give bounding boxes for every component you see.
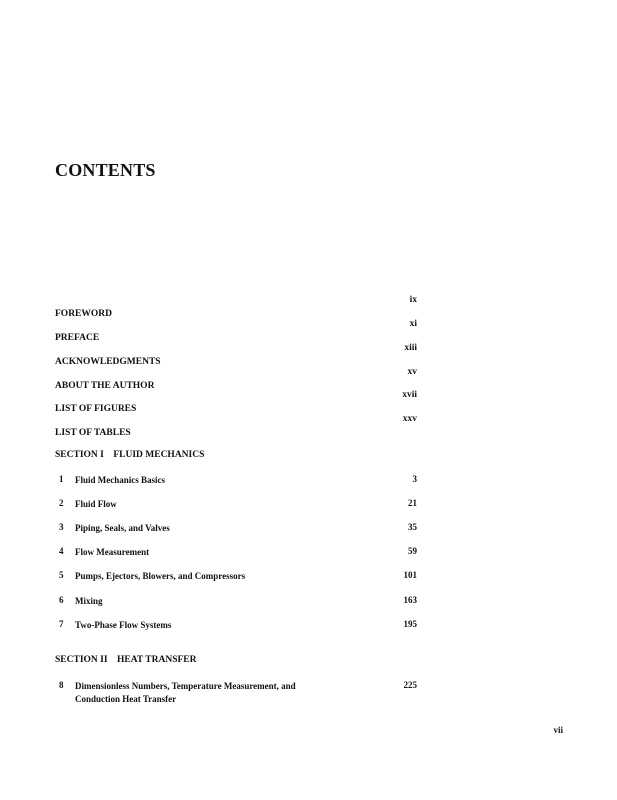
chapter-title: Pumps, Ejectors, Blowers, and Compressors bbox=[75, 571, 246, 581]
toc-entry-foreword[interactable] bbox=[55, 295, 417, 319]
toc-entry-list-of-figures[interactable] bbox=[55, 390, 417, 414]
chapter-number: 8 bbox=[59, 680, 64, 690]
page-number: vii bbox=[553, 725, 563, 735]
chapter-title bbox=[75, 680, 375, 706]
chapter-title: Fluid Mechanics Basics bbox=[75, 475, 166, 485]
chapter-number: 6 bbox=[59, 595, 64, 605]
chapter-number: 7 bbox=[59, 619, 64, 629]
toc-entry-label: ABOUT THE AUTHOR bbox=[55, 381, 155, 391]
chapter-title: Piping, Seals, and Valves bbox=[75, 523, 170, 533]
chapter-page: 225 bbox=[403, 680, 417, 690]
section-heading: SECTION I FLUID MECHANICS bbox=[55, 450, 205, 460]
chapter-title-line-2: Conduction Heat Transfer bbox=[75, 694, 177, 704]
chapter-number: 2 bbox=[59, 498, 64, 508]
chapter-title: Mixing bbox=[75, 596, 103, 606]
toc-entry-label: LIST OF FIGURES bbox=[55, 404, 137, 414]
toc-entry-label: PREFACE bbox=[55, 333, 100, 343]
toc-entry-page: xvii bbox=[402, 390, 417, 400]
toc-entry-page: xxv bbox=[402, 414, 417, 424]
toc-entry-preface[interactable] bbox=[55, 319, 417, 343]
chapter-title: Flow Measurement bbox=[75, 547, 150, 557]
toc-entry-page: xi bbox=[409, 319, 417, 329]
toc-entry-page: ix bbox=[409, 295, 417, 305]
chapter-page: 3 bbox=[412, 474, 417, 484]
chapter-number: 4 bbox=[59, 546, 64, 556]
chapter-page: 163 bbox=[403, 595, 417, 605]
chapter-number: 3 bbox=[59, 522, 64, 532]
toc-entry-list-of-tables[interactable] bbox=[55, 414, 417, 438]
chapter-title: Two-Phase Flow Systems bbox=[75, 620, 172, 630]
chapter-page: 101 bbox=[403, 570, 417, 580]
toc-entry-label: ACKNOWLEDGMENTS bbox=[55, 357, 161, 367]
toc-entry-about-the-author[interactable] bbox=[55, 367, 417, 391]
toc-entry-label: FOREWORD bbox=[55, 309, 112, 319]
toc-entry-page: xv bbox=[407, 367, 417, 377]
toc-entry-acknowledgments[interactable] bbox=[55, 343, 417, 367]
chapter-page: 35 bbox=[408, 522, 417, 532]
chapter-title: Fluid Flow bbox=[75, 499, 117, 509]
toc-entry-label: LIST OF TABLES bbox=[55, 428, 131, 438]
page-title: CONTENTS bbox=[55, 160, 156, 180]
chapter-page: 59 bbox=[408, 546, 417, 556]
chapter-title-line-1: Dimensionless Numbers, Temperature Measurement, and bbox=[75, 681, 296, 691]
section-heading: SECTION II HEAT TRANSFER bbox=[55, 655, 197, 665]
chapter-number: 1 bbox=[59, 474, 64, 484]
toc-entry-page: xiii bbox=[404, 343, 417, 353]
chapter-page: 21 bbox=[408, 498, 417, 508]
chapter-page: 195 bbox=[403, 619, 417, 629]
chapter-number: 5 bbox=[59, 570, 64, 580]
